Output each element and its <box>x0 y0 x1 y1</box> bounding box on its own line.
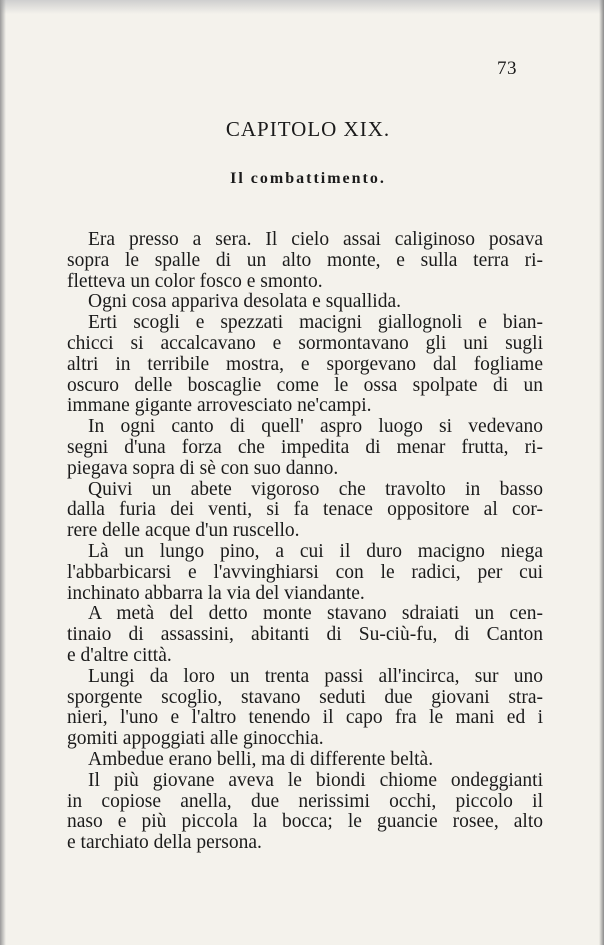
text-line: l'abbarbicarsi e l'avvinghiarsi con le radici, per cui <box>67 561 543 583</box>
text-line: fletteva un color fosco e smonto. <box>67 270 323 292</box>
text-line: in copiose anella, due nerissimi occhi, piccolo il <box>67 790 543 812</box>
text-line: In ogni canto di quell' aspro luogo si vedevano <box>88 416 543 438</box>
text-line: gomiti appoggiati alle ginocchia. <box>67 728 324 750</box>
text-line: e tarchiato della persona. <box>67 832 262 854</box>
text-line: A metà del detto monte stavano sdraiati un cen- <box>88 603 543 625</box>
page-number: 73 <box>497 58 517 79</box>
text-line: Là un lungo pino, a cui il duro macigno niega <box>88 540 543 562</box>
scan-top-edge <box>0 0 604 14</box>
text-line: rere delle acque d'un ruscello. <box>67 520 300 542</box>
text-line: dalla furia dei venti, si fa tenace oppositore al cor- <box>67 499 543 521</box>
text-line: altri in terribile mostra, e sporgevano dal fogliame <box>67 353 543 375</box>
text-line: immane gigante arrovesciato ne'campi. <box>67 395 372 417</box>
text-line: Ambedue erano belli, ma di differente beltà. <box>88 748 434 770</box>
text-line: piegava sopra di sè con suo danno. <box>67 457 339 479</box>
text-line: sporgente scoglio, stavano seduti due giovani stra- <box>67 686 543 708</box>
text-line: Il più giovane aveva le biondi chiome ondeggianti <box>88 769 543 791</box>
text-line: Ogni cosa appariva desolata e squallida. <box>88 291 401 313</box>
chapter-heading: CAPITOLO XIX. <box>225 117 391 141</box>
text-line: sopra le spalle di un alto monte, e sulla terra ri- <box>67 249 543 271</box>
text-line: nieri, l'uno e l'altro tenendo il capo fra le mani ed i <box>67 707 543 729</box>
text-line: Quivi un abete vigoroso che travolto in basso <box>88 478 543 500</box>
chapter-subtitle: Il combattimento. <box>230 170 386 187</box>
text-line: naso e più piccola la bocca; le guancie rosee, alto <box>67 811 543 833</box>
text-line: chicci si accalcavano e sormontavano gli uni sugli <box>67 332 543 354</box>
body-text <box>67 230 543 854</box>
text-line: segni d'una forza che impedita di menar frutta, ri- <box>67 436 543 458</box>
text-line: oscuro delle boscaglie come le ossa spolpate di un <box>67 374 543 396</box>
text-line: Erti scogli e spezzati macigni giallognoli e bian- <box>88 312 543 334</box>
text-line: tinaio di assassini, abitanti di Su-ciù-fu, di Canton <box>67 624 543 646</box>
text-line: inchinato abbarra la via del viandante. <box>67 582 365 604</box>
text-line: Lungi da loro un trenta passi all'incirca, sur uno <box>88 665 543 687</box>
text-line: e d'altre città. <box>67 644 172 666</box>
text-line: Era presso a sera. Il cielo assai caliginoso posava <box>88 229 543 250</box>
